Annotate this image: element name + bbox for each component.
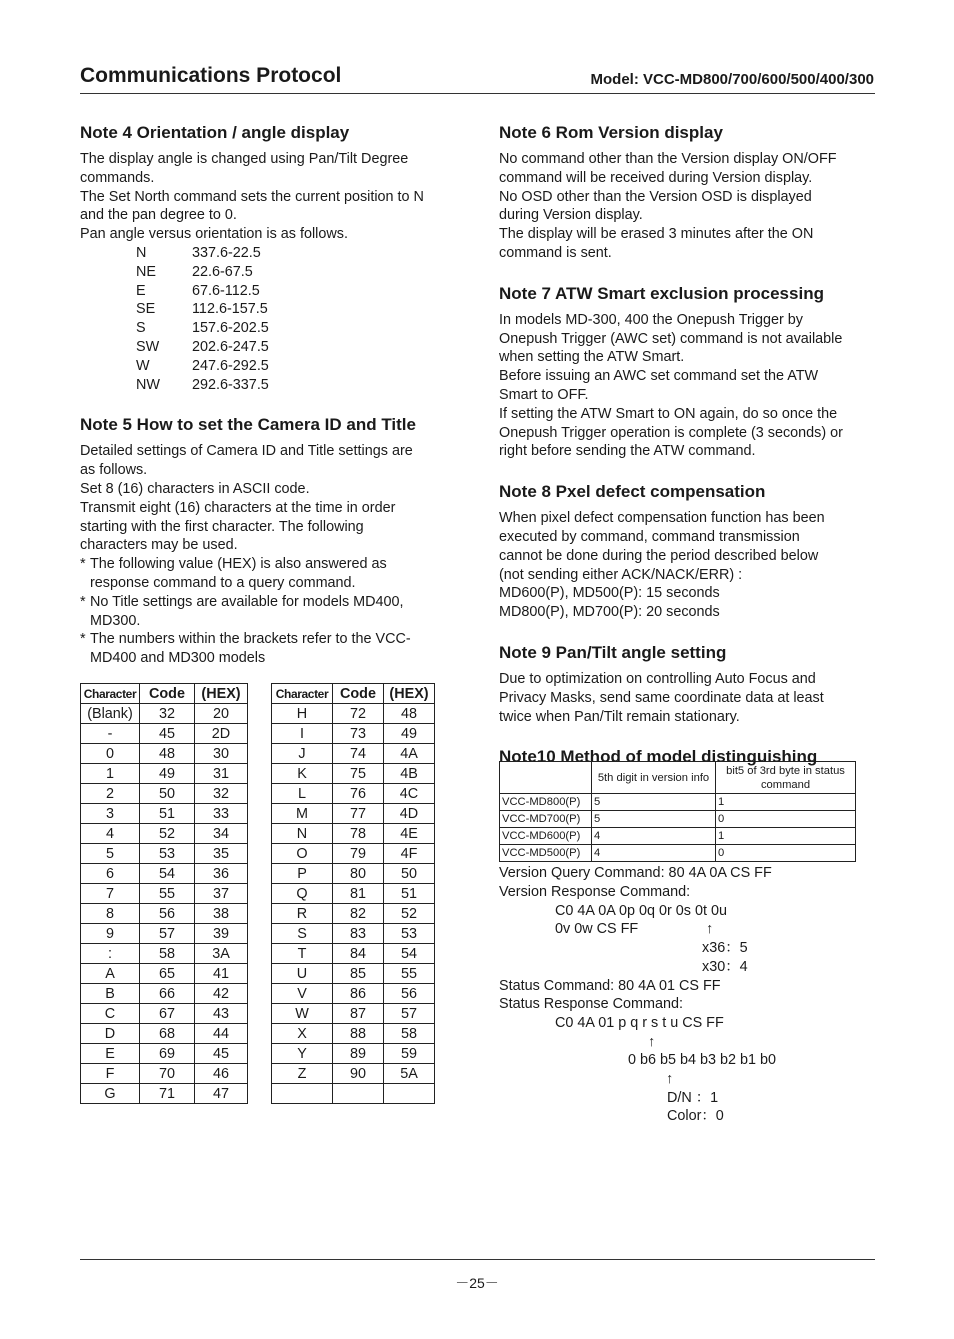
table-row	[81, 744, 248, 764]
table-row	[81, 724, 248, 744]
orientation-row: SE 112.6-157.5	[136, 301, 268, 318]
table-row	[272, 744, 435, 764]
table-cell: 4B	[384, 764, 435, 784]
note6-line: No OSD other than the Version OSD is displayed	[499, 188, 812, 205]
table-cell: 56	[384, 984, 435, 1004]
table-cell: 87	[333, 1004, 384, 1024]
table-row	[272, 1064, 435, 1084]
note5-bullet: * No Title settings are available for models MD400, MD300.	[80, 593, 404, 629]
note5-bullet: * The following value (HEX) is also answered as response command to a query command.	[80, 556, 387, 591]
orientation-list	[136, 244, 458, 394]
table-cell: 5	[81, 844, 140, 864]
note4-line: and the pan degree to 0.	[80, 207, 237, 224]
table-row	[81, 704, 248, 724]
table-cell: 43	[195, 1004, 248, 1024]
table-cell: 4A	[384, 744, 435, 764]
page-title: Communications Protocol	[80, 64, 342, 87]
table-cell: B	[81, 984, 140, 1004]
table-row: VCC-MD500(P) 4 0	[500, 845, 856, 862]
note4-line: The Set North command sets the current position to N	[80, 188, 424, 205]
table-cell: 35	[195, 844, 248, 864]
note7-line: In models MD-300, 400 the Onepush Trigger by	[499, 311, 803, 328]
note7-line: Smart to OFF.	[499, 386, 589, 403]
header-rule	[80, 93, 875, 94]
note4-heading: Note 4 Orientation / angle display	[80, 123, 350, 142]
table-cell: 5A	[384, 1064, 435, 1084]
table-cell: X	[272, 1024, 333, 1044]
table-cell: N	[272, 824, 333, 844]
table-cell: 3A	[195, 944, 248, 964]
table-cell: 58	[140, 944, 195, 964]
table-cell: 20	[195, 704, 248, 724]
table-cell: 52	[384, 904, 435, 924]
table-row	[272, 1044, 435, 1064]
table-cell: 0	[81, 744, 140, 764]
note7-line: when setting the ATW Smart.	[499, 349, 685, 366]
table-cell: 57	[140, 924, 195, 944]
table-cell: 66	[140, 984, 195, 1004]
table-cell: 9	[81, 924, 140, 944]
table-row	[272, 1024, 435, 1044]
note8-line: MD600(P), MD500(P): 15 seconds	[499, 585, 720, 602]
note6-line: command will be received during Version display.	[499, 169, 813, 186]
note5-section	[80, 414, 458, 668]
note7-line: Onepush Trigger (AWC set) command is not available	[499, 330, 843, 347]
table-cell: 37	[195, 884, 248, 904]
table-cell: F	[81, 1064, 140, 1084]
table-cell: 34	[195, 824, 248, 844]
table-row	[81, 1064, 248, 1084]
note5-line: as follows.	[80, 462, 148, 479]
up-arrow-icon: ↑	[648, 1034, 656, 1050]
version-response-line1: C0 4A 0A 0p 0q 0r 0s 0t 0u	[555, 903, 728, 919]
col-header-code: Code	[140, 684, 195, 704]
table-cell: M	[272, 804, 333, 824]
orientation-row: NE 22.6-67.5	[136, 263, 253, 280]
orientation-row: NW 292.6-337.5	[136, 376, 269, 393]
table-cell: H	[272, 704, 333, 724]
col-header-character: Character	[272, 684, 333, 704]
note5-bullet: * The numbers within the brackets refer to the VCC- MD400 and MD300 models	[80, 631, 411, 667]
table-cell: V	[272, 984, 333, 1004]
table-row	[81, 904, 248, 924]
table-cell: A	[81, 964, 140, 984]
note4-line: commands.	[80, 169, 155, 186]
table-row: VCC-MD600(P) 4 1	[500, 828, 856, 845]
table-row	[81, 804, 248, 824]
note8-section	[499, 481, 877, 622]
table-cell: 47	[195, 1084, 248, 1104]
note5-line: Set 8 (16) characters in ASCII code.	[80, 480, 310, 497]
table-row: VCC-MD800(P) 5 1	[500, 794, 856, 811]
orientation-row: W 247.6-292.5	[136, 357, 269, 374]
table-cell: 46	[195, 1064, 248, 1084]
table-cell: 80	[333, 864, 384, 884]
right-column	[499, 122, 877, 774]
table-cell	[333, 1084, 384, 1104]
table-row	[81, 1084, 248, 1104]
note4-section	[80, 122, 458, 394]
table-cell: 57	[384, 1004, 435, 1024]
note8-line: (not sending either ACK/NACK/ERR) :	[499, 566, 743, 583]
table-row	[81, 844, 248, 864]
table-cell: :	[81, 944, 140, 964]
table-cell: 73	[333, 724, 384, 744]
table-cell: J	[272, 744, 333, 764]
status-command: Status Command: 80 4A 01 CS FF	[499, 978, 721, 994]
note6-line: The display will be erased 3 minutes after the ON	[499, 226, 814, 243]
col-header-hex: (HEX)	[384, 684, 435, 704]
table-row	[272, 1004, 435, 1024]
table-cell: 59	[384, 1044, 435, 1064]
table-cell: 48	[384, 704, 435, 724]
note5-line: Transmit eight (16) characters at the time in order	[80, 499, 396, 516]
table-cell: R	[272, 904, 333, 924]
note4-line: The display angle is changed using Pan/Tilt Degree	[80, 151, 409, 167]
table-row	[81, 1044, 248, 1064]
col-header-hex: (HEX)	[195, 684, 248, 704]
table-cell: 84	[333, 944, 384, 964]
table-cell: 44	[195, 1024, 248, 1044]
table-cell: 4	[81, 824, 140, 844]
table-cell: 4E	[384, 824, 435, 844]
note5-line: Detailed settings of Camera ID and Title settings are	[80, 443, 413, 460]
table-cell: 4F	[384, 844, 435, 864]
note5-line: starting with the first character. The following	[80, 518, 364, 535]
page-number: －25－	[455, 1275, 499, 1291]
note9-line: Due to optimization on controlling Auto Focus and	[499, 670, 816, 687]
table-cell	[272, 1084, 333, 1104]
table-cell: 4C	[384, 784, 435, 804]
table-cell: 72	[333, 704, 384, 724]
table-cell: 55	[140, 884, 195, 904]
table-cell: 89	[333, 1044, 384, 1064]
table-row	[81, 784, 248, 804]
table-row	[272, 964, 435, 984]
table-row: VCC-MD700(P) 5 0	[500, 811, 856, 828]
note7-section	[499, 283, 877, 461]
table-row	[272, 884, 435, 904]
dn-value: D/N ：1	[667, 1090, 719, 1106]
table-cell: 71	[140, 1084, 195, 1104]
table-cell: W	[272, 1004, 333, 1024]
table-cell: 33	[195, 804, 248, 824]
table-cell: 4D	[384, 804, 435, 824]
table-cell: 78	[333, 824, 384, 844]
note8-heading: Note 8 Pxel defect compensation	[499, 482, 766, 502]
table-cell: (Blank)	[81, 704, 140, 724]
x36-value: x36：5	[702, 940, 748, 956]
table-cell: E	[81, 1044, 140, 1064]
table-cell: 81	[333, 884, 384, 904]
char-table-left	[80, 683, 248, 1104]
table-row	[81, 964, 248, 984]
table-cell: P	[272, 864, 333, 884]
note6-section	[499, 122, 877, 263]
table-cell: S	[272, 924, 333, 944]
table-cell: 90	[333, 1064, 384, 1084]
table-cell: Y	[272, 1044, 333, 1064]
table-cell: 2	[81, 784, 140, 804]
table-cell: 45	[140, 724, 195, 744]
table-row	[81, 1004, 248, 1024]
table-row	[81, 884, 248, 904]
table-cell: 85	[333, 964, 384, 984]
table-cell: 75	[333, 764, 384, 784]
table-cell: 7	[81, 884, 140, 904]
note7-line: If setting the ATW Smart to ON again, do so once the	[499, 405, 838, 422]
table-row	[272, 944, 435, 964]
model-table-header	[500, 762, 592, 794]
x30-value: x30：4	[702, 959, 748, 975]
table-row	[272, 704, 435, 724]
table-cell: L	[272, 784, 333, 804]
table-cell: 51	[384, 884, 435, 904]
table-row	[81, 864, 248, 884]
orientation-row: N 337.6-22.5	[136, 244, 261, 261]
note6-line: command is sent.	[499, 244, 612, 261]
note6-heading: Note 6 Rom Version display	[499, 123, 723, 142]
table-cell: I	[272, 724, 333, 744]
table-cell: 38	[195, 904, 248, 924]
table-row	[81, 984, 248, 1004]
table-cell: 76	[333, 784, 384, 804]
table-row	[81, 824, 248, 844]
table-cell: 30	[195, 744, 248, 764]
table-cell: 58	[384, 1024, 435, 1044]
table-cell: Z	[272, 1064, 333, 1084]
table-cell: U	[272, 964, 333, 984]
table-cell: 65	[140, 964, 195, 984]
table-cell: 54	[140, 864, 195, 884]
table-row	[272, 824, 435, 844]
table-row	[272, 1084, 435, 1104]
status-response-label: Status Response Command:	[499, 996, 683, 1012]
note8-line: MD800(P), MD700(P): 20 seconds	[499, 604, 720, 621]
table-cell: 1	[81, 764, 140, 784]
table-cell: 31	[195, 764, 248, 784]
up-arrow-icon: ↑	[666, 1071, 674, 1087]
table-cell: C	[81, 1004, 140, 1024]
color-value: Color：0	[667, 1108, 724, 1124]
table-row	[272, 764, 435, 784]
model-table-header: bit5 of 3rd byte in status command	[716, 762, 856, 794]
note9-heading: Note 9 Pan/Tilt angle setting	[499, 642, 727, 662]
table-cell: 52	[140, 824, 195, 844]
table-cell: 53	[140, 844, 195, 864]
table-cell: 45	[195, 1044, 248, 1064]
table-cell: 53	[384, 924, 435, 944]
note6-line: during Version display.	[499, 207, 643, 224]
table-cell: 69	[140, 1044, 195, 1064]
col-header-character: Character	[81, 684, 140, 704]
note8-line: When pixel defect compensation function has been	[499, 510, 825, 527]
up-arrow-icon: ↑	[706, 921, 714, 937]
table-cell: D	[81, 1024, 140, 1044]
char-table-right	[271, 683, 435, 1104]
note10-heading: Note10 Method of model distinguishing	[499, 747, 818, 767]
table-row	[81, 764, 248, 784]
note7-heading: Note 7 ATW Smart exclusion processing	[499, 283, 824, 303]
table-row	[81, 924, 248, 944]
orientation-row: S 157.6-202.5	[136, 320, 269, 337]
table-cell: T	[272, 944, 333, 964]
table-cell: 51	[140, 804, 195, 824]
table-cell: G	[81, 1084, 140, 1104]
status-response-line: C0 4A 01 p q r s t u CS FF	[555, 1015, 724, 1031]
table-cell: 79	[333, 844, 384, 864]
note6-line: No command other than the Version display ON/OFF	[499, 151, 837, 167]
orientation-row: SW 202.6-247.5	[136, 338, 269, 355]
table-cell: 55	[384, 964, 435, 984]
table-cell: 50	[140, 784, 195, 804]
table-row	[272, 804, 435, 824]
table-row	[272, 924, 435, 944]
table-cell: 77	[333, 804, 384, 824]
table-cell: -	[81, 724, 140, 744]
bit-list: 0 b6 b5 b4 b3 b2 b1 b0	[628, 1052, 777, 1068]
table-cell: 68	[140, 1024, 195, 1044]
note4-line: Pan angle versus orientation is as follows.	[80, 226, 348, 243]
table-row	[81, 1024, 248, 1044]
note8-line: cannot be done during the period described below	[499, 547, 819, 564]
note5-line: characters may be used.	[80, 537, 238, 554]
table-cell: 49	[384, 724, 435, 744]
table-cell: K	[272, 764, 333, 784]
table-row	[272, 724, 435, 744]
table-row	[272, 864, 435, 884]
note7-line: right before sending the ATW command.	[499, 443, 756, 460]
table-cell: 6	[81, 864, 140, 884]
note9-line: twice when Pan/Tilt remain stationary.	[499, 708, 740, 725]
col-header-code: Code	[333, 684, 384, 704]
table-cell: 41	[195, 964, 248, 984]
note8-line: executed by command, command transmission	[499, 528, 800, 545]
table-cell: 32	[195, 784, 248, 804]
table-cell: 88	[333, 1024, 384, 1044]
table-cell: 74	[333, 744, 384, 764]
footer-rule	[80, 1259, 875, 1260]
table-cell: 2D	[195, 724, 248, 744]
note9-line: Privacy Masks, send same coordinate data at least	[499, 689, 824, 706]
table-row	[272, 984, 435, 1004]
table-cell: 50	[384, 864, 435, 884]
table-cell: 56	[140, 904, 195, 924]
model-label: Model: VCC-MD800/700/600/500/400/300	[590, 71, 874, 88]
note9-section	[499, 642, 877, 726]
table-cell: 36	[195, 864, 248, 884]
note7-line: Before issuing an AWC set command set the ATW	[499, 368, 819, 385]
table-cell: O	[272, 844, 333, 864]
table-cell: Q	[272, 884, 333, 904]
table-cell	[384, 1084, 435, 1104]
table-cell: 49	[140, 764, 195, 784]
table-cell: 82	[333, 904, 384, 924]
table-cell: 39	[195, 924, 248, 944]
table-cell: 70	[140, 1064, 195, 1084]
model-table	[499, 761, 856, 862]
table-cell: 42	[195, 984, 248, 1004]
version-response-label: Version Response Command:	[499, 884, 691, 900]
orientation-row: E 67.6-112.5	[136, 282, 260, 299]
table-cell: 48	[140, 744, 195, 764]
table-cell: 8	[81, 904, 140, 924]
table-cell: 54	[384, 944, 435, 964]
table-cell: 83	[333, 924, 384, 944]
note5-heading: Note 5 How to set the Camera ID and Title	[80, 415, 416, 435]
model-table-header: 5th digit in version info	[592, 762, 716, 794]
table-cell: 67	[140, 1004, 195, 1024]
table-cell: 32	[140, 704, 195, 724]
note7-line: Onepush Trigger operation is complete (3 seconds) or	[499, 424, 843, 441]
left-column	[80, 122, 458, 668]
table-row	[272, 844, 435, 864]
table-row	[272, 904, 435, 924]
table-row	[81, 944, 248, 964]
table-cell: 3	[81, 804, 140, 824]
table-cell: 86	[333, 984, 384, 1004]
table-row	[272, 784, 435, 804]
version-response-line2: 0v 0w CS FF	[555, 921, 639, 937]
version-query-command: Version Query Command: 80 4A 0A CS FF	[499, 865, 772, 881]
